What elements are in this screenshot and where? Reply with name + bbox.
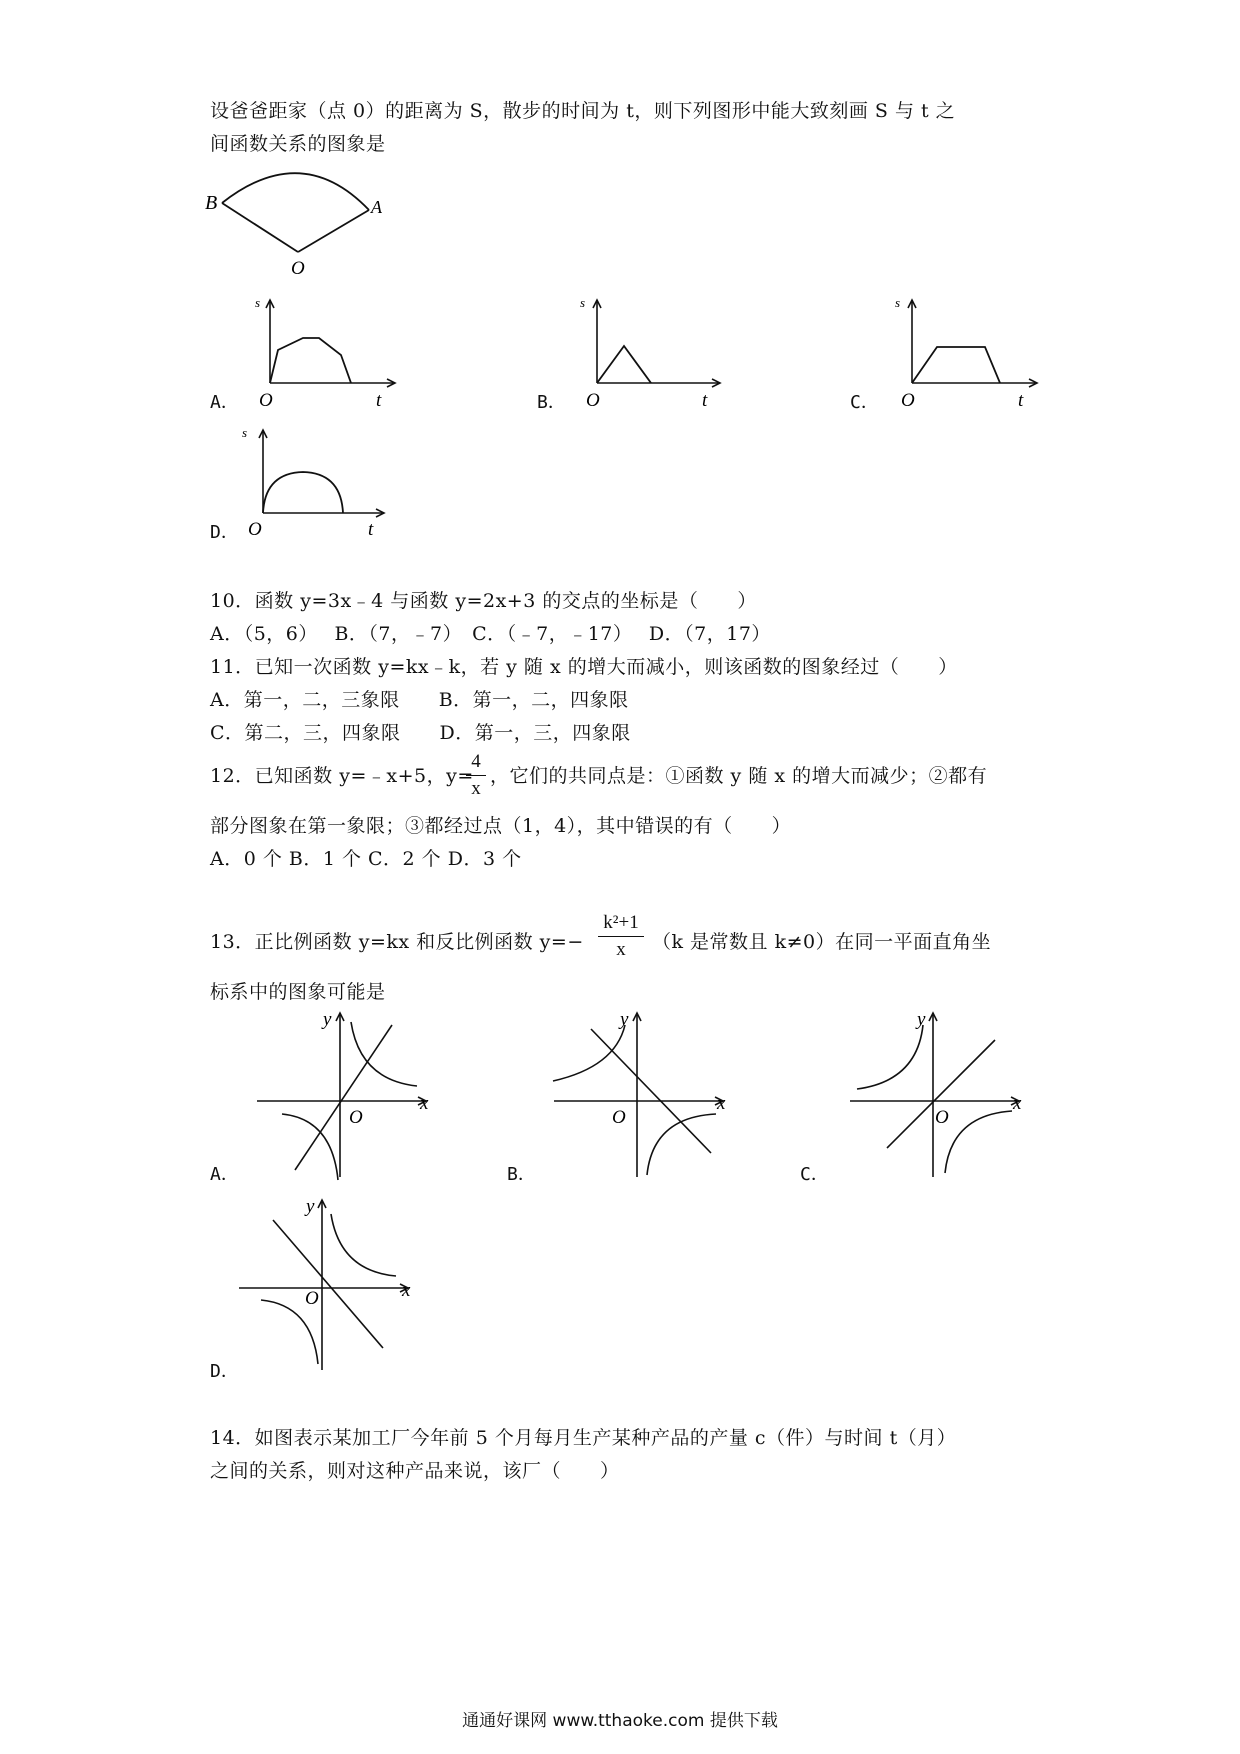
fraction-numerator: 4 [471, 751, 481, 772]
q9-option-c[interactable]: C． [850, 392, 879, 413]
svg-text:s: s [255, 295, 261, 310]
sector-edge-oa [298, 210, 369, 252]
q9-line1: 设爸爸距家（点 0）的距离为 S，散步的时间为 t，则下列图形中能大致刻画 S 与 t 之 [210, 100, 956, 122]
s-t-curve [263, 472, 343, 513]
s-t-curve [597, 346, 651, 383]
q9-line2: 间函数关系的图象是 [210, 133, 386, 155]
q9-option-b[interactable]: B． [537, 392, 566, 413]
svg-text:s: s [895, 295, 901, 310]
proportional-line [591, 1029, 711, 1153]
hyperbola-q1 [351, 1022, 417, 1086]
page-footer: 通通好课网 www.tthaoke.com 提供下载 [462, 1711, 778, 1731]
svg-text:x: x [1013, 1093, 1022, 1114]
svg-text:O: O [305, 1288, 319, 1309]
q13-graph-c [847, 1005, 1027, 1185]
fraction-denominator: x [616, 939, 626, 960]
hyperbola-q2 [857, 1025, 923, 1089]
label-a: A [371, 197, 382, 217]
fraction-denominator: x [471, 778, 481, 799]
s-t-curve [912, 347, 1000, 383]
proportional-line [273, 1220, 383, 1348]
svg-text:t: t [702, 390, 708, 411]
proportional-line [295, 1025, 392, 1170]
svg-text:y: y [306, 1196, 315, 1217]
q14-line2: 之间的关系，则对这种产品来说，该厂（ ） [210, 1460, 620, 1482]
fraction-numerator: k²+1 [603, 912, 639, 933]
svg-text:x: x [717, 1093, 726, 1114]
svg-text:O: O [935, 1107, 949, 1128]
sector-arc [222, 173, 369, 210]
q13-option-b[interactable]: B． [507, 1164, 536, 1185]
svg-text:t: t [1018, 390, 1024, 411]
svg-text:x: x [420, 1093, 429, 1114]
q13-option-a[interactable]: A． [210, 1164, 239, 1185]
q11-options-cd[interactable]: C．第二，三，四象限 D．第一，三，四象限 [210, 722, 631, 744]
sector-figure [205, 170, 395, 280]
q9-graph-d [238, 425, 408, 540]
svg-text:O: O [248, 519, 262, 540]
hyperbola-q3 [261, 1300, 318, 1364]
svg-text:O: O [612, 1107, 626, 1128]
svg-text:y: y [620, 1009, 629, 1030]
q13-graph-b [551, 1005, 731, 1185]
q13-option-c[interactable]: C． [800, 1164, 829, 1185]
q14-line1: 14．如图表示某加工厂今年前 5 个月每月生产某种产品的产量 c（件）与时间 t（月） [210, 1427, 957, 1449]
q12-line2: 部分图象在第一象限；③都经过点（1，4），其中错误的有（ ） [210, 815, 792, 837]
label-b: B [205, 192, 218, 214]
q12-stem-post: ，它们的共同点是：①函数 y 随 x 的增大而减少；②都有 [490, 765, 988, 787]
q11-stem: 11．已知一次函数 y=kx﹣k，若 y 随 x 的增大而减小，则该函数的图象经过（ ） [210, 656, 958, 678]
q11-options-ab[interactable]: A．第一，二，三象限 B．第一，二，四象限 [210, 689, 629, 711]
q13-line2: 标系中的图象可能是 [210, 981, 386, 1003]
q9-option-a[interactable]: A． [210, 392, 239, 413]
q12-options[interactable]: A．0 个 B．1 个 C．2 个 D．3 个 [210, 848, 522, 870]
hyperbola-q1 [331, 1214, 396, 1276]
q13-fraction [598, 912, 644, 961]
svg-text:t: t [376, 390, 382, 411]
q9-graph-a [245, 295, 415, 410]
svg-text:s: s [242, 425, 248, 440]
label-o: O [291, 258, 305, 279]
q9-graph-b [572, 295, 742, 410]
q10-options[interactable]: A．（5，6） B．（7，﹣7） C．（﹣7，﹣17） D．（7，17） [210, 623, 771, 645]
q12-fraction [466, 751, 486, 800]
q12-stem-pre: 12．已知函数 y=﹣x+5，y= [210, 765, 474, 787]
q13-graph-d [236, 1192, 416, 1382]
s-t-curve [270, 338, 351, 383]
svg-text:O: O [586, 390, 600, 411]
svg-text:O: O [259, 390, 273, 411]
svg-text:s: s [580, 295, 586, 310]
sector-edge-ob [222, 203, 298, 252]
q13-stem-post: （k 是常数且 k≠0）在同一平面直角坐 [652, 931, 992, 953]
svg-text:x: x [402, 1280, 411, 1301]
svg-text:y: y [323, 1009, 332, 1030]
svg-text:O: O [901, 390, 915, 411]
q10-stem: 10．函数 y=3x﹣4 与函数 y=2x+3 的交点的坐标是（ ） [210, 590, 757, 612]
hyperbola-q4 [945, 1111, 1012, 1173]
svg-text:y: y [917, 1009, 926, 1030]
q9-graph-c [887, 295, 1057, 410]
q9-option-d[interactable]: D． [210, 522, 239, 543]
q13-stem-pre: 13．正比例函数 y=kx 和反比例函数 y=− [210, 931, 584, 953]
svg-text:O: O [349, 1107, 363, 1128]
q13-graph-a [254, 1005, 434, 1185]
q13-option-d[interactable]: D． [210, 1361, 239, 1382]
svg-text:t: t [368, 519, 374, 540]
proportional-line [887, 1040, 995, 1148]
